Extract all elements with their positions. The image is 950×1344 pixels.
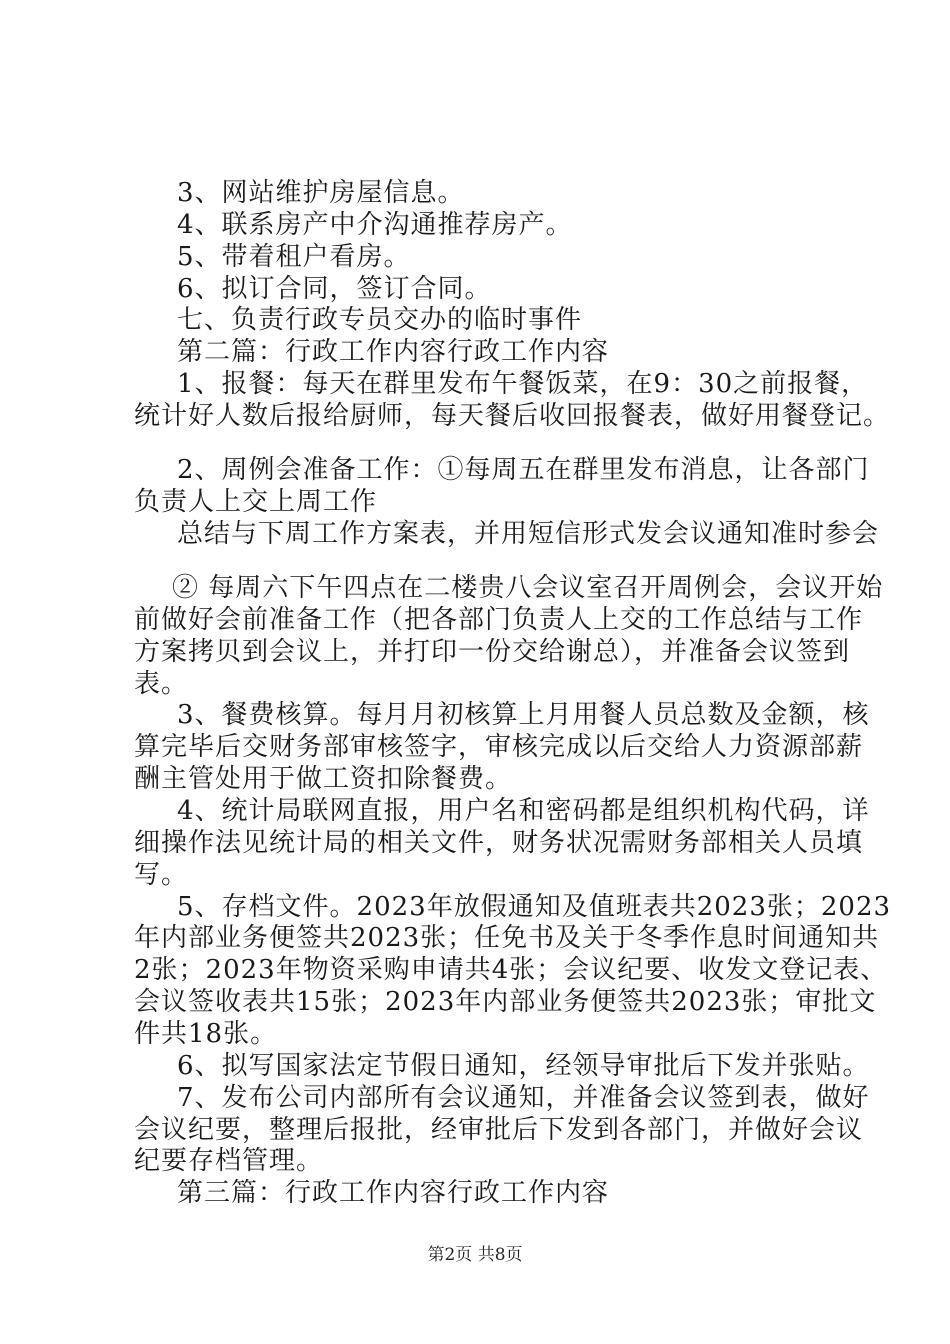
text-line: 7、发布公司内部所有会议通知，并准备会议签到表，做好 (177, 1083, 870, 1113)
text-line: 方案拷贝到会议上，并打印一份交给谢总），并准备会议签到 (134, 637, 851, 667)
text-line: 6、拟写国家法定节假日通知，经领导审批后下发并张贴。 (177, 1051, 870, 1081)
text-line: 酬主管处用于做工资扣除餐费。 (134, 764, 513, 794)
section-heading: 第二篇：行政工作内容行政工作内容 (177, 337, 610, 367)
text-line: 写。 (134, 860, 189, 890)
text-line: 算完毕后交财务部审核签字，审核完成以后交给人力资源部薪 (134, 732, 864, 762)
text-line: 会议纪要，整理后报批，经审批后下发到各部门，并做好会议 (134, 1115, 864, 1145)
text-line: 表。 (134, 669, 189, 699)
text-line: 件共18张。 (134, 1019, 278, 1049)
text-line: 1、报餐：每天在群里发布午餐饭菜，在9：30之前报餐， (177, 369, 869, 399)
text-line: 3、网站维护房屋信息。 (177, 178, 465, 208)
text-line: ② 每周六下午四点在二楼贵八会议室召开周例会，会议开始 (172, 573, 884, 603)
text-line: 统计好人数后报给厨师，每天餐后收回报餐表，做好用餐登记。 (134, 401, 891, 431)
text-line: 5、带着租户看房。 (177, 242, 411, 272)
section-heading: 第三篇：行政工作内容行政工作内容 (177, 1178, 610, 1208)
page-footer: 第2页 共8页 (427, 1245, 523, 1265)
text-line: 会议签收表共15张；2023年内部业务便签共2023张；审批文 (134, 987, 877, 1017)
text-line: 七、负责行政专员交办的临时事件 (177, 305, 583, 335)
text-line: 总结与下周工作方案表，并用短信形式发会议通知准时参会 (177, 519, 880, 549)
text-line: 5、存档文件。2023年放假通知及值班表共2023张；2023 (177, 892, 892, 922)
text-line: 3、餐费核算。每月月初核算上月用餐人员总数及金额，核 (177, 700, 870, 730)
text-line: 2、周例会准备工作：①每周五在群里发布消息，让各部门 (177, 455, 870, 485)
text-line: 纪要存档管理。 (134, 1146, 324, 1176)
text-line: 4、联系房产中介沟通推荐房产。 (177, 210, 573, 240)
text-line: 2张；2023年物资采购申请共4张；会议纪要、收发文登记表、 (134, 955, 888, 985)
text-line: 4、统计局联网直报，用户名和密码都是组织机构代码，详 (177, 796, 870, 826)
text-line: 负责人上交上周工作 (134, 487, 378, 517)
text-line: 6、拟订合同，签订合同。 (177, 274, 492, 304)
text-line: 细操作法见统计局的相关文件，财务状况需财务部相关人员填 (134, 828, 864, 858)
text-line: 年内部业务便签共2023张；任免书及关于冬季作息时间通知共 (134, 923, 880, 953)
text-line: 前做好会前准备工作（把各部门负责人上交的工作总结与工作 (134, 605, 864, 635)
